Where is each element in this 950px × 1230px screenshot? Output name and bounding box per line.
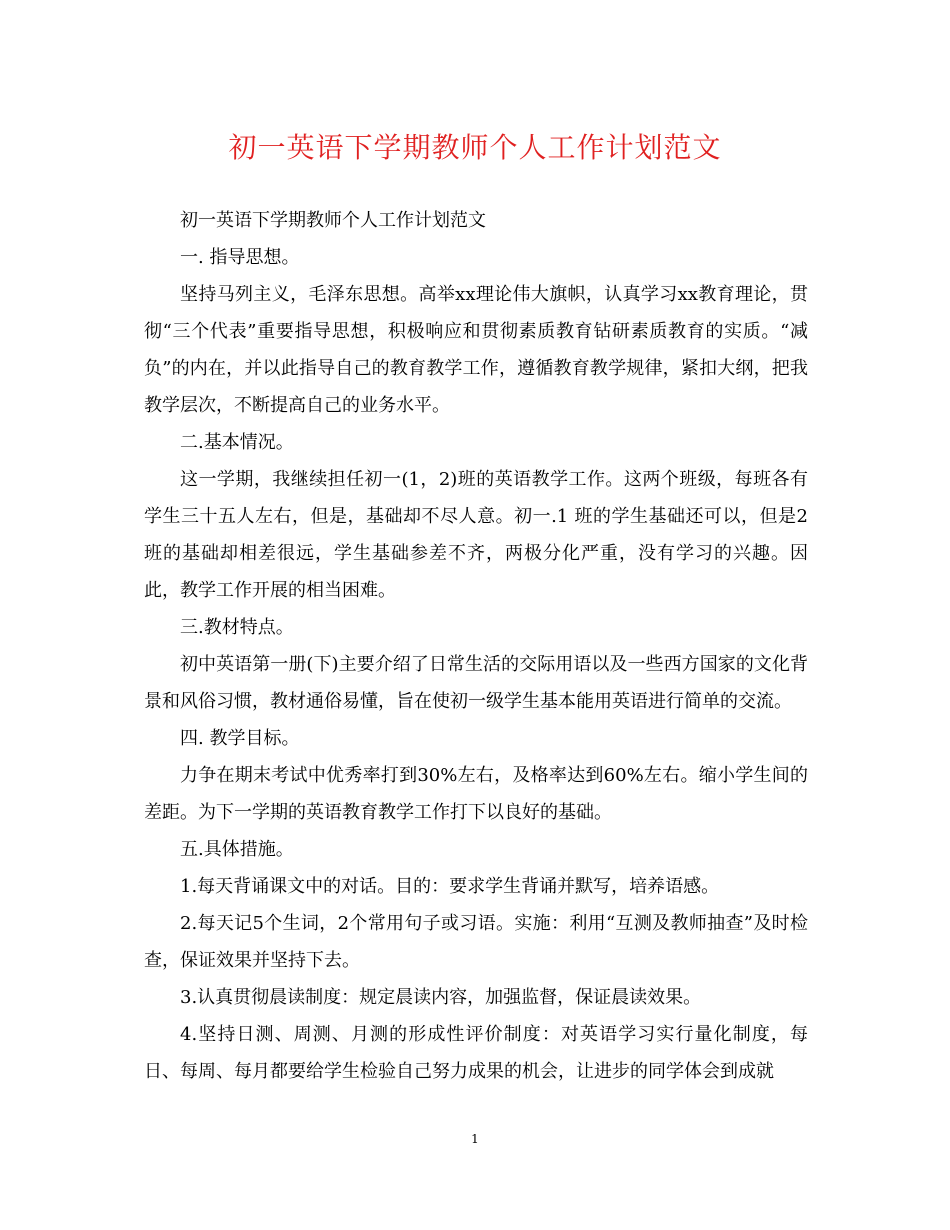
paragraph-basic-situation: 这一学期，我继续担任初一(1，2)班的英语教学工作。这两个班级，每班各有学生三十五人左右，但是，基础却不尽人意。初一.1 班的学生基础还可以，但是2班的基础却相差很远，学生基础参差不齐，两极分化严重，没有学习的兴趣。因此，教学工作开展的相当困难。 [144, 469, 808, 601]
heading-textbook-features: 三.教材特点。 [180, 617, 294, 638]
measure-item-3: 3.认真贯彻晨读制度：规定晨读内容，加强监督，保证晨读效果。 [180, 987, 702, 1008]
heading-teaching-goals: 四. 教学目标。 [180, 728, 300, 749]
measure-item-1: 1.每天背诵课文中的对话。目的：要求学生背诵并默写，培养语感。 [180, 876, 720, 897]
page-number: 1 [471, 1132, 479, 1146]
paragraph-teaching-goals: 力争在期末考试中优秀率打到30%左右，及格率达到60%左右。缩小学生间的差距。为下一学期的英语教育教学工作打下以良好的基础。 [144, 765, 808, 823]
heading-guiding-ideology: 一. 指导思想。 [180, 247, 300, 268]
paragraph-subtitle: 初一英语下学期教师个人工作计划范文 [180, 210, 486, 231]
document-title: 初一英语下学期教师个人工作计划范文 [228, 131, 722, 164]
heading-specific-measures: 五.具体措施。 [180, 839, 294, 860]
paragraph-guiding-ideology: 坚持马列主义，毛泽东思想。高举xx理论伟大旗帜，认真学习xx教育理论，贯彻“三个代表”重要指导思想，积极响应和贯彻素质教育钻研素质教育的实质。“减负”的内在，并以此指导自己的教育教学工作，遵循教育教学规律，紧扣大纲，把我教学层次，不断提高自己的业务水平。 [144, 284, 808, 416]
document-body [144, 202, 808, 1090]
measure-item-2: 2.每天记5个生词，2个常用句子或习语。实施：利用“互测及教师抽查”及时检查，保证效果并坚持下去。 [144, 913, 808, 971]
paragraph-textbook-features: 初中英语第一册(下)主要介绍了日常生活的交际用语以及一些西方国家的文化背景和风俗习惯，教材通俗易懂，旨在使初一级学生基本能用英语进行简单的交流。 [144, 654, 808, 712]
heading-basic-situation: 二.基本情况。 [180, 432, 294, 453]
measure-item-4: 4.坚持日测、周测、月测的形成性评价制度：对英语学习实行量化制度，每日、每周、每月都要给学生检验自己努力成果的机会，让进步的同学体会到成就 [144, 1024, 808, 1082]
